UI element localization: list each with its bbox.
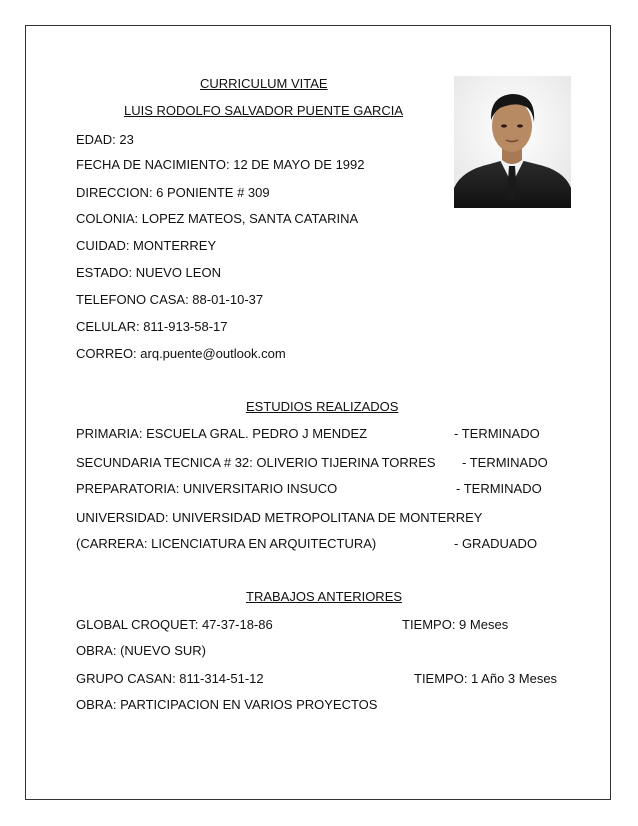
estudio-secundaria-status: - TERMINADO <box>462 455 548 470</box>
field-ciudad: CUIDAD: MONTERREY <box>76 238 217 253</box>
estudio-primaria-status: - TERMINADO <box>454 426 540 441</box>
estudio-carrera: (CARRERA: LICENCIATURA EN ARQUITECTURA) <box>76 536 377 551</box>
field-colonia: COLONIA: LOPEZ MATEOS, SANTA CATARINA <box>76 211 359 226</box>
field-fecha-nacimiento: FECHA DE NACIMIENTO: 12 DE MAYO DE 1992 <box>76 157 365 172</box>
trabajo-global-croquet: GLOBAL CROQUET: 47-37-18-86 <box>76 617 273 632</box>
field-edad: EDAD: 23 <box>76 132 134 147</box>
trabajo-grupo-casan-tiempo: TIEMPO: 1 Año 3 Meses <box>414 671 558 686</box>
estudio-primaria: PRIMARIA: ESCUELA GRAL. PEDRO J MENDEZ <box>76 426 368 441</box>
obra-proyectos: OBRA: PARTICIPACION EN VARIOS PROYECTOS <box>76 697 378 712</box>
trabajos-heading: TRABAJOS ANTERIORES <box>246 589 403 604</box>
estudio-secundaria: SECUNDARIA TECNICA # 32: OLIVERIO TIJERINA TORRES <box>76 455 436 470</box>
field-correo: CORREO: arq.puente@outlook.com <box>76 346 286 361</box>
document-title: CURRICULUM VITAE <box>200 76 328 91</box>
estudio-preparatoria-status: - TERMINADO <box>456 481 542 496</box>
applicant-name: LUIS RODOLFO SALVADOR PUENTE GARCIA <box>124 103 404 118</box>
estudio-universidad: UNIVERSIDAD: UNIVERSIDAD METROPOLITANA DE MONTERREY <box>76 510 483 525</box>
portrait-photo <box>454 76 571 208</box>
obra-nuevo-sur: OBRA: (NUEVO SUR) <box>76 643 207 658</box>
estudio-carrera-status: - GRADUADO <box>454 536 538 551</box>
field-direccion: DIRECCION: 6 PONIENTE # 309 <box>76 185 270 200</box>
field-estado: ESTADO: NUEVO LEON <box>76 265 221 280</box>
field-celular: CELULAR: 811-913-58-17 <box>76 319 228 334</box>
trabajo-global-croquet-tiempo: TIEMPO: 9 Meses <box>402 617 509 632</box>
estudio-preparatoria: PREPARATORIA: UNIVERSITARIO INSUCO <box>76 481 338 496</box>
estudios-heading: ESTUDIOS REALIZADOS <box>246 399 399 414</box>
trabajo-grupo-casan: GRUPO CASAN: 811-314-51-12 <box>76 671 264 686</box>
field-telefono: TELEFONO CASA: 88-01-10-37 <box>76 292 264 307</box>
